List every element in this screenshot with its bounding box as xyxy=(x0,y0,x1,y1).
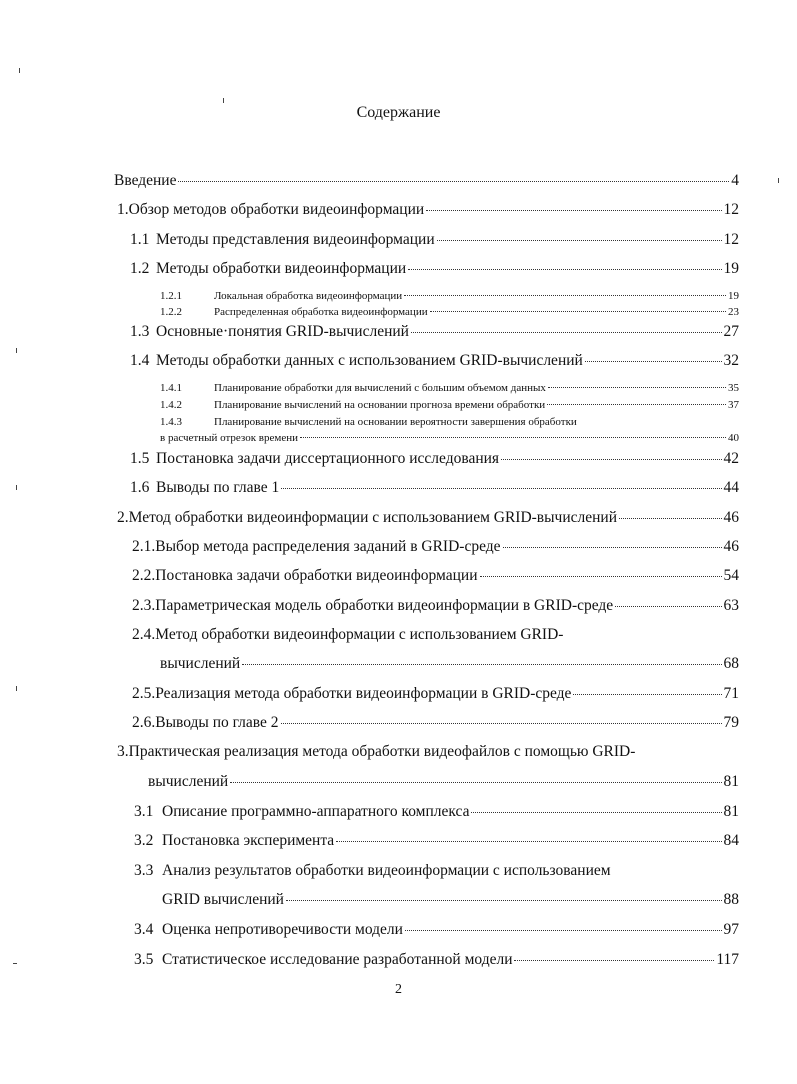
toc-title: Реализация метода обработки видеоинформации в GRID-среде xyxy=(155,685,572,702)
toc-title: Планирование обработки для вычислений с большим объемом данных xyxy=(214,382,546,394)
toc-entry-section-3-2[interactable] xyxy=(134,832,739,850)
toc-page-number: 81 xyxy=(723,773,739,790)
toc-leader-dots xyxy=(242,664,721,665)
toc-page-number: 97 xyxy=(723,921,739,938)
toc-entry-section-3-1[interactable] xyxy=(134,803,739,821)
toc-page-number: 4 xyxy=(731,172,739,189)
toc-entry-section-1-3[interactable] xyxy=(130,323,739,341)
toc-page-number: 44 xyxy=(723,479,739,496)
toc-page-number: 79 xyxy=(723,714,739,731)
toc-title: вычислений xyxy=(160,655,241,672)
toc-page-number: 32 xyxy=(723,352,739,369)
toc-page-number: 46 xyxy=(723,538,739,555)
toc-title: Распределенная обработка видеоинформации xyxy=(214,306,428,318)
toc-number: 2.5. xyxy=(132,685,156,702)
toc-number: 1.2.2 xyxy=(160,306,182,318)
toc-title: Постановка эксперимента xyxy=(162,832,335,849)
toc-number: 1.2.1 xyxy=(160,290,182,302)
toc-entry-section-2-2[interactable] xyxy=(132,567,739,585)
toc-entry-subsection-1-4-2[interactable] xyxy=(160,399,739,411)
toc-leader-dots xyxy=(281,488,721,489)
toc-leader-dots xyxy=(426,210,721,211)
toc-entry-section-1-5[interactable] xyxy=(130,450,739,468)
toc-title: Описание программно-аппаратного комплекса xyxy=(162,803,470,820)
scan-speck xyxy=(778,178,779,183)
toc-page-number: 117 xyxy=(716,951,739,968)
toc-leader-dots xyxy=(300,437,726,438)
toc-entry-section-2-1[interactable] xyxy=(132,538,739,556)
toc-page-number: 46 xyxy=(723,509,739,526)
toc-number: 2.1. xyxy=(132,538,156,555)
toc-entry-section-1-2[interactable] xyxy=(130,260,739,278)
toc-leader-dots xyxy=(405,930,722,931)
toc-entry-section-3-3[interactable] xyxy=(134,862,611,880)
toc-title: Методы обработки данных с использованием GRID-вычислений xyxy=(156,352,583,369)
toc-title: Планирование вычислений на основании прогноза времени обработки xyxy=(214,399,546,411)
toc-leader-dots xyxy=(430,311,726,312)
toc-entry-section-1-4[interactable] xyxy=(130,352,739,370)
toc-number: 1.3 xyxy=(130,323,150,340)
toc-entry-section-3-4[interactable] xyxy=(134,921,739,939)
page-number: 2 xyxy=(395,982,402,997)
scan-speck xyxy=(16,348,17,353)
scan-speck xyxy=(19,68,20,73)
toc-entry-subsection-1-2-2[interactable] xyxy=(160,306,739,318)
toc-page-number: 88 xyxy=(723,891,739,908)
toc-entry-subsection-1-4-1[interactable] xyxy=(160,382,739,394)
toc-number: 1.2 xyxy=(130,260,150,277)
toc-number: 3.5 xyxy=(134,951,154,968)
toc-page-number: 12 xyxy=(723,231,739,248)
toc-title: Методы представления видеоинформации xyxy=(156,231,435,248)
toc-leader-dots xyxy=(286,900,722,901)
toc-number: 1.4.2 xyxy=(160,399,182,411)
toc-title: в расчетный отрезок времени xyxy=(160,432,299,444)
toc-leader-dots xyxy=(501,459,721,460)
toc-leader-dots xyxy=(585,361,722,362)
toc-number: 2.4. xyxy=(132,626,156,643)
toc-leader-dots xyxy=(230,782,721,783)
toc-number: 3.4 xyxy=(134,921,154,938)
toc-entry-section-3-5[interactable] xyxy=(134,951,739,969)
toc-page-number: 42 xyxy=(723,450,739,467)
toc-entry-section-2-4-continued[interactable] xyxy=(160,655,739,673)
toc-title: Обзор методов обработки видеоинформации xyxy=(128,201,425,218)
toc-title: Оценка непротиворечивости модели xyxy=(162,921,403,938)
toc-title: GRID вычислений xyxy=(162,891,284,908)
toc-page-number: 12 xyxy=(723,201,739,218)
toc-page-number: 19 xyxy=(723,260,739,277)
toc-title: Параметрическая модель обработки видеоинформации в GRID-среде xyxy=(155,597,614,614)
toc-title: Постановка задачи диссертационного исследования xyxy=(156,450,500,467)
toc-page-number: 84 xyxy=(723,832,739,849)
toc-leader-dots xyxy=(437,240,722,241)
toc-entry-chapter-1[interactable] xyxy=(117,201,739,219)
toc-title: Выводы по главе 2 xyxy=(155,714,279,731)
toc-number: 3.3 xyxy=(134,862,154,879)
toc-entry-section-2-3[interactable] xyxy=(132,597,739,615)
toc-entry-section-1-1[interactable] xyxy=(130,231,739,249)
toc-leader-dots xyxy=(408,269,721,270)
toc-number: 2. xyxy=(117,509,129,526)
toc-page-number: 37 xyxy=(728,399,739,411)
scan-speck xyxy=(16,485,17,490)
toc-title: Анализ результатов обработки видеоинформации с использованием xyxy=(162,862,611,879)
toc-entry-subsection-1-4-3[interactable] xyxy=(160,416,577,428)
toc-number: 3.1 xyxy=(134,803,154,820)
toc-entry-section-2-4[interactable] xyxy=(132,626,563,644)
toc-page-number: 54 xyxy=(723,567,739,584)
toc-page-number: 27 xyxy=(723,323,739,340)
toc-number: 1.4 xyxy=(130,352,150,369)
toc-leader-dots xyxy=(514,960,714,961)
toc-number: 1.6 xyxy=(130,479,150,496)
toc-page-number: 63 xyxy=(723,597,739,614)
toc-page-number: 40 xyxy=(728,432,739,444)
toc-page-number: 23 xyxy=(728,306,739,318)
toc-title: Постановка задачи обработки видеоинформации xyxy=(155,567,478,584)
scan-speck xyxy=(223,98,224,103)
toc-title: Статистическое исследование разработанной модели xyxy=(162,951,513,968)
toc-title: Введение xyxy=(114,172,177,189)
toc-leader-dots xyxy=(573,694,721,695)
page-title: Содержание xyxy=(356,104,441,121)
toc-leader-dots xyxy=(178,181,729,182)
toc-leader-dots xyxy=(548,387,726,388)
toc-entry-subsection-1-4-3-continued[interactable] xyxy=(160,432,739,444)
toc-title: Основные·понятия GRID-вычислений xyxy=(156,323,409,340)
toc-number: 1.4.1 xyxy=(160,382,182,394)
toc-number: 1.5 xyxy=(130,450,150,467)
toc-title: Выводы по главе 1 xyxy=(156,479,280,496)
toc-number: 2.2. xyxy=(132,567,156,584)
toc-title: Выбор метода распределения заданий в GRID-среде xyxy=(155,538,501,555)
toc-entry-section-3-3-continued[interactable] xyxy=(162,891,739,909)
toc-leader-dots xyxy=(547,404,726,405)
toc-number: 1.4.3 xyxy=(160,416,182,428)
toc-entry-chapter-3[interactable] xyxy=(117,743,635,761)
toc-leader-dots xyxy=(480,576,722,577)
toc-entry-chapter-3-continued[interactable] xyxy=(148,773,739,791)
toc-leader-dots xyxy=(503,547,722,548)
toc-leader-dots xyxy=(404,295,726,296)
toc-leader-dots xyxy=(615,606,721,607)
toc-leader-dots xyxy=(336,841,721,842)
toc-number: 3. xyxy=(117,743,129,760)
toc-page-number: 68 xyxy=(723,655,739,672)
toc-page-number: 71 xyxy=(723,685,739,702)
toc-title: вычислений xyxy=(148,773,229,790)
toc-number: 1. xyxy=(117,201,129,218)
toc-leader-dots xyxy=(471,812,721,813)
toc-leader-dots xyxy=(281,723,722,724)
toc-number: 1.1 xyxy=(130,231,150,248)
toc-entry-intro[interactable] xyxy=(114,172,739,190)
toc-title: Практическая реализация метода обработки видеофайлов с помощью GRID- xyxy=(128,743,636,760)
toc-number: 3.2 xyxy=(134,832,154,849)
toc-entry-chapter-2[interactable] xyxy=(117,509,739,527)
scan-speck xyxy=(13,963,17,964)
toc-leader-dots xyxy=(411,332,722,333)
toc-title: Метод обработки видеоинформации с использованием GRID-вычислений xyxy=(128,509,618,526)
toc-entry-subsection-1-2-1[interactable] xyxy=(160,290,739,302)
toc-title: Локальная обработка видеоинформации xyxy=(214,290,403,302)
toc-title: Планирование вычислений на основании вероятности завершения обработки xyxy=(214,416,577,428)
toc-number: 2.3. xyxy=(132,597,156,614)
toc-leader-dots xyxy=(619,518,721,519)
scan-speck xyxy=(16,686,17,691)
toc-number: 2.6. xyxy=(132,714,156,731)
toc-page-number: 35 xyxy=(728,382,739,394)
toc-page-number: 19 xyxy=(728,290,739,302)
toc-entry-section-2-6[interactable] xyxy=(132,714,739,732)
toc-entry-section-1-6[interactable] xyxy=(130,479,739,497)
toc-entry-section-2-5[interactable] xyxy=(132,685,739,703)
toc-title: Методы обработки видеоинформации xyxy=(156,260,407,277)
toc-page-number: 81 xyxy=(723,803,739,820)
toc-title: Метод обработки видеоинформации с использованием GRID- xyxy=(155,626,564,643)
